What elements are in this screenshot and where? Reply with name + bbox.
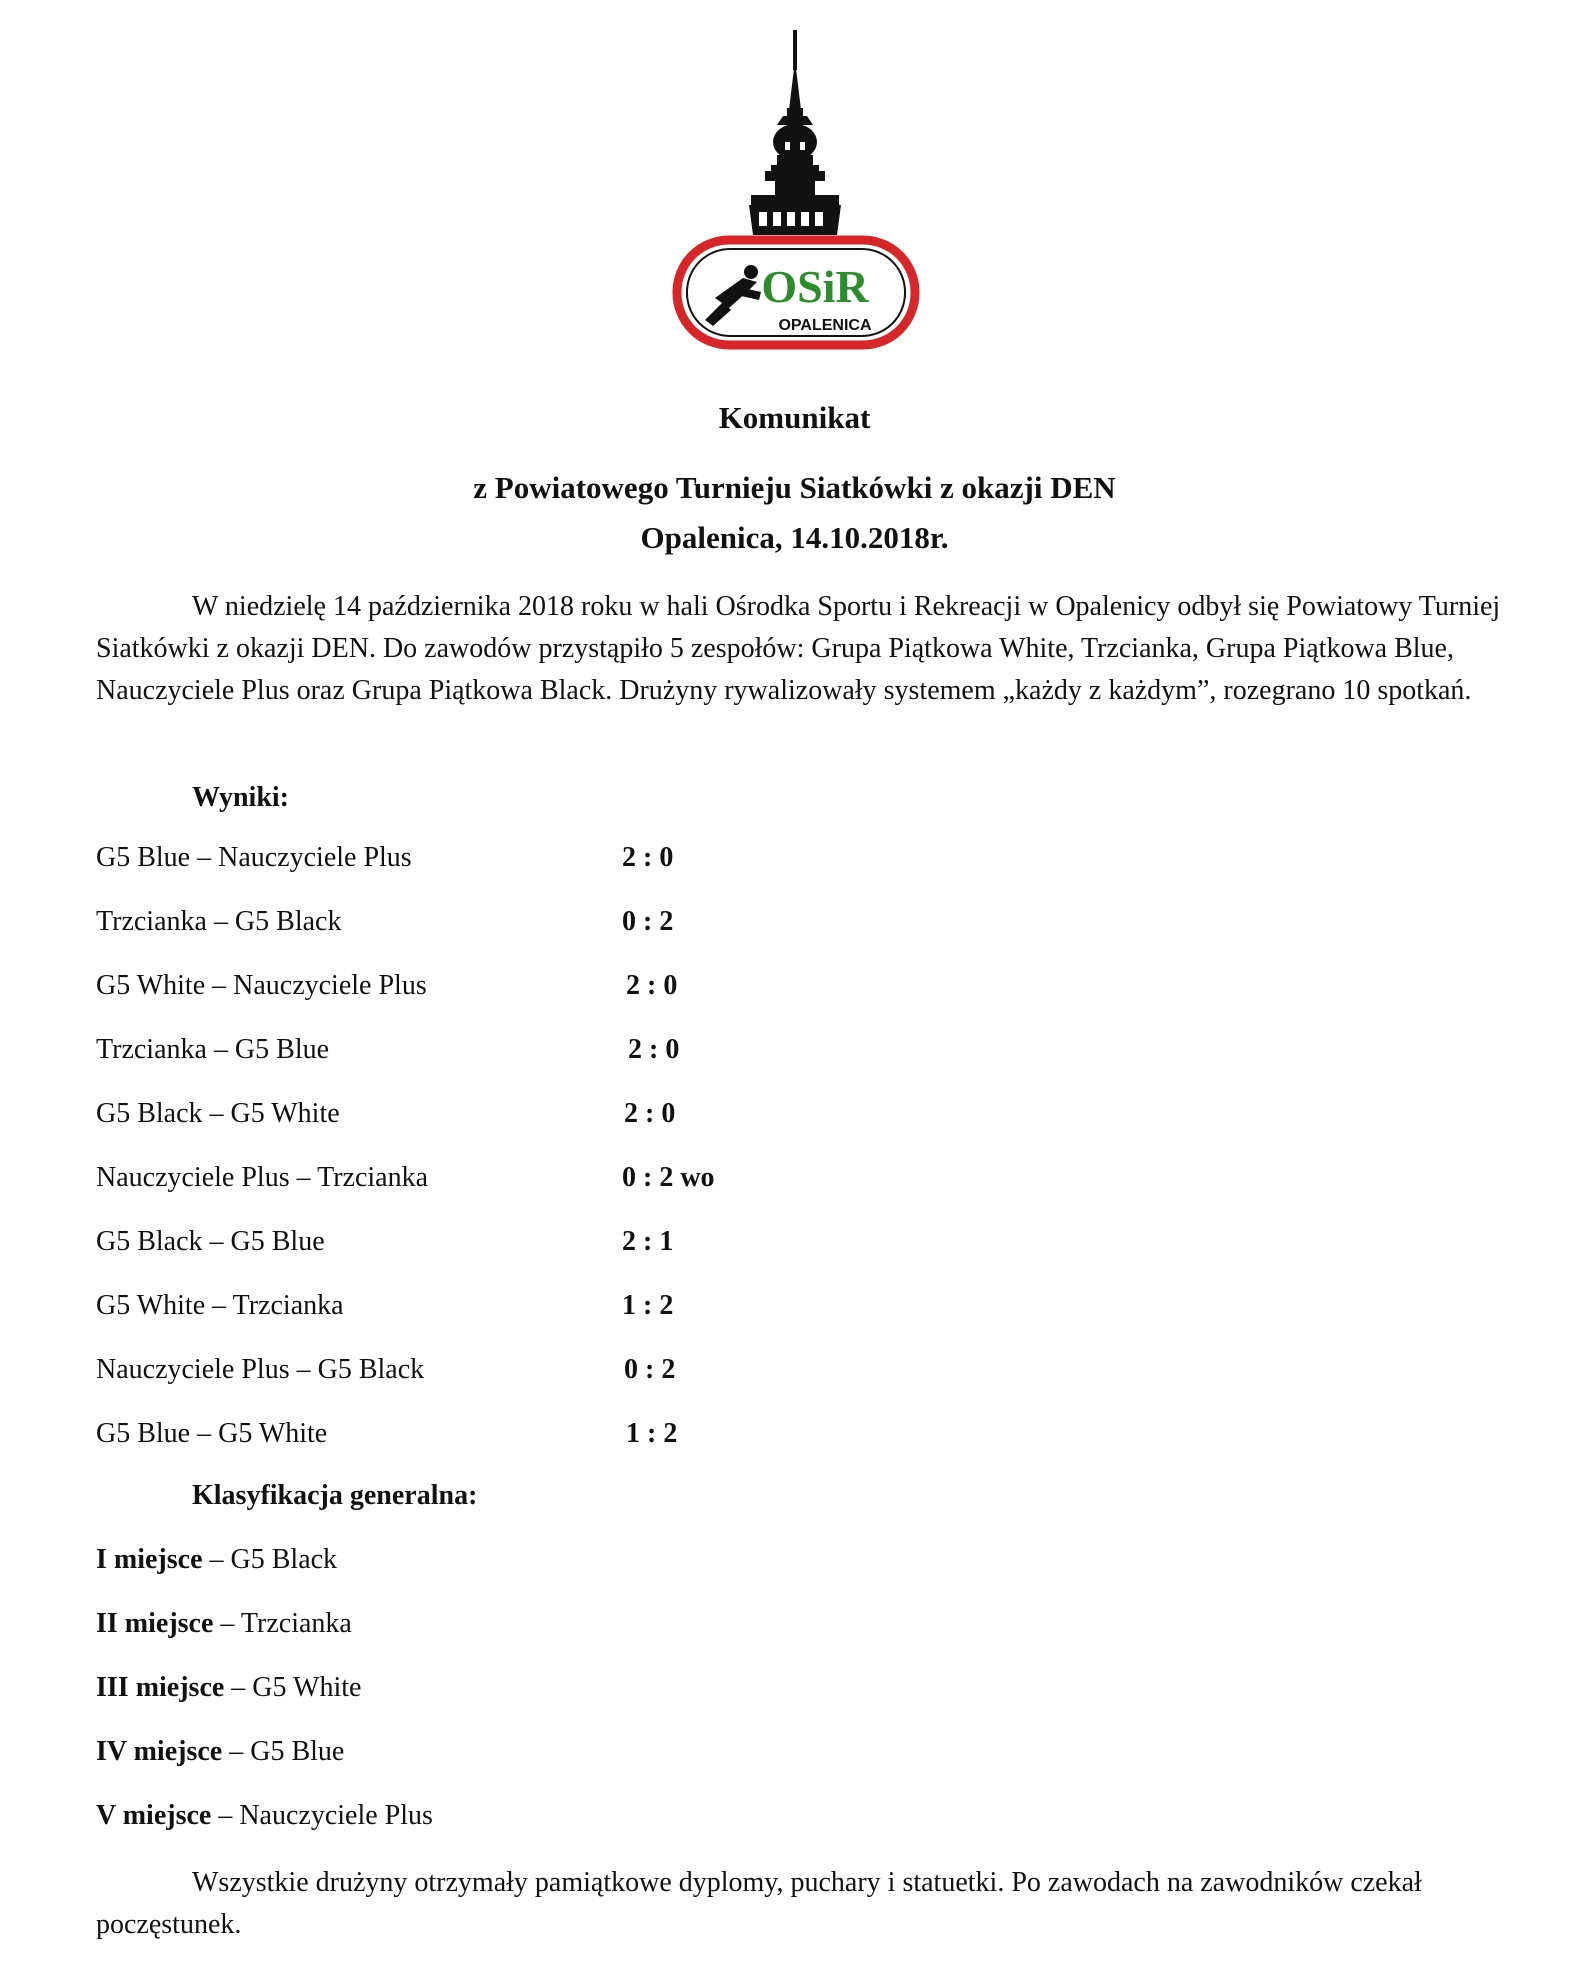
result-row [96,904,796,968]
result-match: G5 White – Nauczyciele Plus [96,970,427,1001]
result-row [96,1096,796,1160]
classification-item [96,1734,433,1798]
runner-icon [705,265,761,326]
logo-text: OSiR [761,261,869,312]
result-score: 2 : 0 [628,1034,680,1065]
place-team: – Trzcianka [213,1608,352,1639]
document-subtitle-line1: z Powiatowego Turnieju Siatkówki z okazji DEN [473,470,1116,505]
logo-subtitle: OPALENICA [778,317,872,334]
result-score: 0 : 2 [624,1354,676,1385]
result-row [96,1032,796,1096]
result-score: 2 : 0 [626,970,678,1001]
closing-text: Wszystkie drużyny otrzymały pamiątkowe dyplomy, puchary i statuetki. Po zawodach na zawodników czekał poczęstunek. [96,1867,1422,1940]
intro-paragraph [96,586,1506,712]
result-score: 0 : 2 wo [622,1162,715,1193]
classification-item [96,1606,433,1670]
results-heading: Wyniki: [192,782,289,813]
place-team: – Nauczyciele Plus [211,1800,433,1831]
result-row [96,1416,796,1480]
result-row [96,1352,796,1416]
osir-opalenica-logo [665,30,927,360]
document-title: Komunikat [718,400,871,435]
closing-paragraph [96,1862,1506,1946]
result-score: 2 : 0 [624,1098,676,1129]
place-team: – G5 White [224,1672,362,1703]
result-match: G5 White – Trzcianka [96,1290,344,1321]
result-score: 2 : 0 [622,842,674,873]
place-rank: V miejsce [96,1800,212,1831]
result-match: Nauczyciele Plus – Trzcianka [96,1162,429,1193]
result-row [96,968,796,1032]
result-match: G5 Blue – G5 White [96,1418,328,1449]
place-team: – G5 Black [202,1544,338,1575]
place-rank: III miejsce [96,1672,225,1703]
result-score: 1 : 2 [622,1290,674,1321]
classification-item [96,1670,433,1734]
classification-item [96,1798,433,1862]
place-rank: I miejsce [96,1544,203,1575]
classification-heading: Klasyfikacja generalna: [192,1480,478,1511]
tower-icon [749,30,841,235]
result-match: G5 Black – G5 White [96,1098,340,1129]
result-score: 1 : 2 [626,1418,678,1449]
result-match: Nauczyciele Plus – G5 Black [96,1354,425,1385]
classification-list [96,1542,433,1862]
result-match: Trzcianka – G5 Blue [96,1034,330,1065]
results-list [96,840,796,1480]
intro-text: W niedzielę 14 października 2018 roku w hali Ośrodka Sportu i Rekreacji w Opalenicy odbył się Powiatowy Turniej Siatkówki z okazji DEN. Do zawodów przystąpiło 5 zespołów: Grupa Piątkowa White, Trzcianka, Grupa Piątkowa Blue, Nauczyciele Plus oraz Grupa Piątkowa Black. Drużyny rywalizowały systemem „każdy z każdym”, rozegrano 10 spotkań. [96,591,1501,706]
result-row [96,1160,796,1224]
place-team: – G5 Blue [222,1736,345,1767]
result-row [96,1288,796,1352]
result-score: 0 : 2 [622,906,674,937]
result-match: G5 Blue – Nauczyciele Plus [96,842,412,873]
document-subtitle-line2: Opalenica, 14.10.2018r. [640,520,949,555]
result-score: 2 : 1 [622,1226,674,1257]
classification-item [96,1542,433,1606]
result-match: Trzcianka – G5 Black [96,906,342,937]
result-match: G5 Black – G5 Blue [96,1226,325,1257]
place-rank: IV miejsce [96,1736,223,1767]
place-rank: II miejsce [96,1608,214,1639]
result-row [96,1224,796,1288]
result-row [96,840,796,904]
